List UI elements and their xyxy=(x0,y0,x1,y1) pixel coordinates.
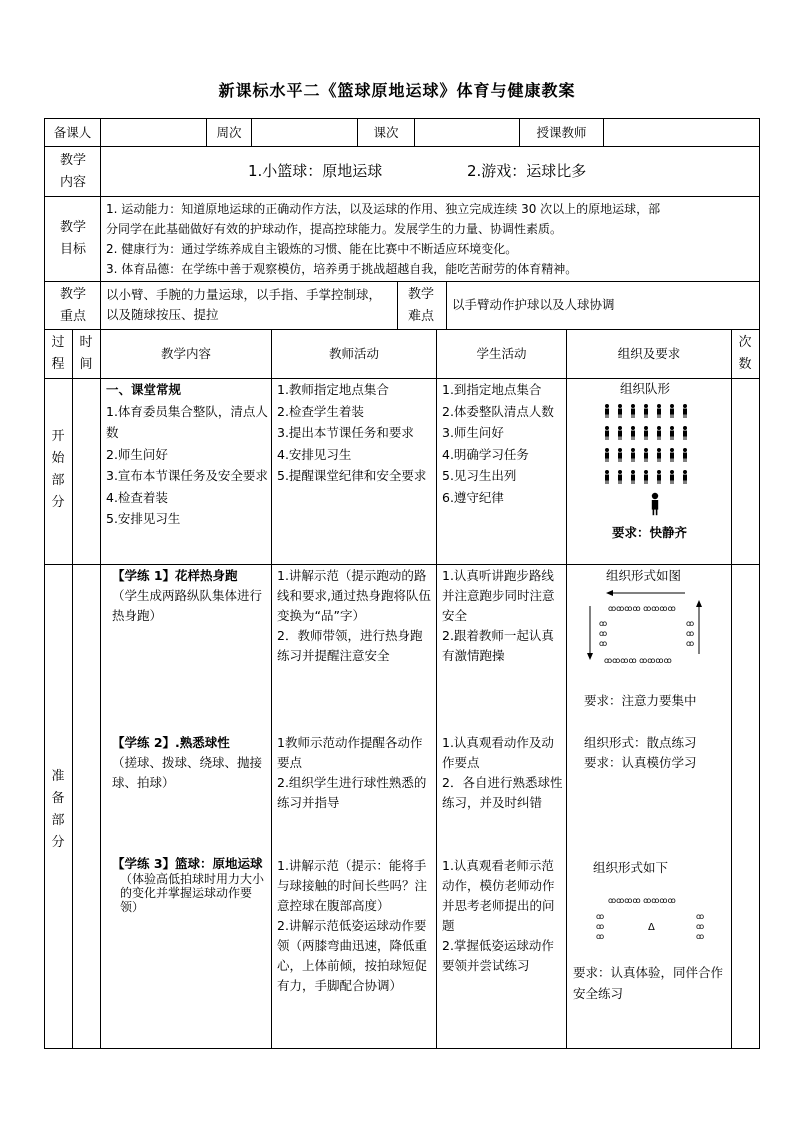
start-org-req: 要求：快静齐 xyxy=(612,525,688,540)
svg-text:ꝏ: ꝏ xyxy=(696,922,705,931)
svg-text:ꝏ: ꝏ xyxy=(599,619,608,628)
col-teacher: 教师活动 xyxy=(328,346,379,361)
teacher-figure-icon xyxy=(652,493,658,515)
ex3-teacher: 1.讲解示范（提示：能将手与球接触的时间长些吗？注意控球在腹部高度） 2.讲解示范低姿运球动作要领（两膝弯曲迅速，降低重心，上体前倾，按拍球短促有力，手脚配合协调） xyxy=(277,858,428,993)
student-figure-icon xyxy=(605,426,609,440)
student-figure-icon xyxy=(657,470,661,484)
run-route-diagram xyxy=(582,586,707,666)
col-content: 教学内容 xyxy=(160,346,211,361)
col-process: 过 程 xyxy=(51,335,65,372)
svg-text:ꝏ: ꝏ xyxy=(596,912,605,921)
key-label: 教学 重点 xyxy=(59,286,86,324)
student-figure-icon xyxy=(670,426,674,440)
teacher-label: 授课教师 xyxy=(536,124,587,140)
start-org-title: 组织队形 xyxy=(620,381,671,396)
student-figure-icon xyxy=(683,470,687,484)
student-figure-icon xyxy=(657,404,661,418)
student-figure-icon xyxy=(670,448,674,462)
student-figure-icon xyxy=(670,404,674,418)
ex1-org-title: 组织形式如图 xyxy=(606,568,682,583)
student-figure-icon xyxy=(605,470,609,484)
student-figure-icon xyxy=(644,470,648,484)
difficulty-label: 教学 难点 xyxy=(407,286,434,324)
student-figure-icon xyxy=(683,426,687,440)
student-figure-icon xyxy=(605,404,609,418)
svg-text:ꝏ: ꝏ xyxy=(599,639,608,648)
student-figure-icon xyxy=(644,426,648,440)
start-content: 一、课堂常规 1.体育委员集合整队，清点人数 2.师生问好 3.宣布本节课任务及安全要求 4.检查着装 5.安排见习生 xyxy=(106,382,268,526)
svg-text:ꝏ: ꝏ xyxy=(596,922,605,931)
student-figure-icon xyxy=(631,470,635,484)
col-time: 时 间 xyxy=(79,335,93,372)
col-org: 组织及要求 xyxy=(617,346,681,361)
student-figure-icon xyxy=(618,404,622,418)
start-student: 1.到指定地点集合 2.体委整队清点人数 3.师生问好 4.明确学习任务 5.见习生出列 6.遵守纪律 xyxy=(442,382,554,505)
ex2-teacher: 1教师示范动作提醒各动作要点 2.组织学生进行球性熟悉的练习并指导 xyxy=(277,735,427,810)
svg-text:ꝏꝏꝏꝏ ꝏꝏꝏꝏ: ꝏꝏꝏꝏ ꝏꝏꝏꝏ xyxy=(604,656,672,665)
ex3-org-req: 要求：认真体验，同伴合作安全练习 xyxy=(573,965,724,1001)
student-figure-icon xyxy=(683,448,687,462)
goals-text: 1. 运动能力：知道原地运球的正确动作方法，以及运球的作用、独立完成连续 30 次以上的原地运球，部 分同学在此基础做好有效的护球动作，提高控球能力。发展学生的力量、协调性素质。 2. 健康行为：通过学练养成自主锻炼的习惯、能在比赛中不断适应环境变化。 3. 体育品德：在学练中善于观察模仿，培养勇于挑战超越自我，能吃苦耐劳的体育精神。 xyxy=(106,202,661,276)
ex2-org-title: 组织形式：散点练习 xyxy=(584,735,697,750)
student-figure-icon xyxy=(618,426,622,440)
prep-section-label: 准 备 部 分 xyxy=(51,769,65,850)
ex3-org-title: 组织形式如下 xyxy=(593,860,669,875)
ex1-content: 【学练 1】花样热身跑 （学生成两路纵队集体进行热身跑） xyxy=(112,568,263,623)
student-figure-icon xyxy=(670,470,674,484)
svg-text:ꝏ: ꝏ xyxy=(686,629,695,638)
goals-label: 教学 目标 xyxy=(59,220,86,257)
student-figure-icon xyxy=(657,448,661,462)
student-figure-icon xyxy=(631,404,635,418)
ex1-org-req: 要求：注意力要集中 xyxy=(584,693,697,708)
difficulty-text: 以手臂动作护球以及人球协调 xyxy=(452,297,615,312)
ex3-student: 1.认真观看老师示范动作，模仿老师动作并思考老师提出的问题 2.掌握低姿运球动作要领并尝试练习 xyxy=(442,858,555,973)
student-figure-icon xyxy=(683,404,687,418)
ex1-student: 1.认真听讲跑步路线并注意跑步同时注意安全 2.跟着教师一起认真有激情跑操 xyxy=(442,568,555,663)
student-figure-icon xyxy=(618,448,622,462)
key-text: 以小臂、手腕的力量运球，以手指、手掌控制球，以及随球按压、提拉 xyxy=(106,287,382,322)
ex2-student: 1.认真观看动作及动作要点 2．各自进行熟悉球性练习，并及时纠错 xyxy=(442,735,563,810)
student-figure-icon xyxy=(657,426,661,440)
week-label: 周次 xyxy=(216,124,242,140)
start-section-label: 开 始 部 分 xyxy=(51,429,65,510)
author-label: 备课人 xyxy=(53,124,92,140)
col-count: 次 数 xyxy=(738,335,752,372)
formation-diagram xyxy=(600,400,710,520)
content-item-1: 1.小篮球：原地运球 xyxy=(248,162,383,180)
ex1-teacher: 1.讲解示范（提示跑动的路线和要求,通过热身跑将队伍变换为“品”字） 2．教师带领，进行热身跑练习并提醒注意安全 xyxy=(277,568,431,663)
student-figure-icon xyxy=(631,448,635,462)
student-figure-icon xyxy=(618,470,622,484)
ex3-content: 【学练 3】篮球：原地运球 （体验高低拍球时用力大小的变化并掌握运球动作要领） xyxy=(112,856,265,914)
svg-text:ꝏꝏꝏꝏ ꝏꝏꝏꝏ: ꝏꝏꝏꝏ ꝏꝏꝏꝏ xyxy=(608,896,676,905)
page-title: 新课标水平二《篮球原地运球》体育与健康教案 xyxy=(218,81,576,100)
student-figure-icon xyxy=(605,448,609,462)
col-student: 学生活动 xyxy=(476,346,527,361)
svg-text:ꝏ: ꝏ xyxy=(596,932,605,941)
start-teacher: 1.教师指定地点集合 2.检查学生着装 3.提出本节课任务和要求 4.安排见习生 5.提醒课堂纪律和安全要求 xyxy=(277,382,427,483)
student-figure-icon xyxy=(644,404,648,418)
svg-text:ꝏ: ꝏ xyxy=(686,639,695,648)
student-figure-icon xyxy=(644,448,648,462)
svg-text:ꝏ: ꝏ xyxy=(599,629,608,638)
ex2-content: 【学练 2】.熟悉球性 （搓球、拨球、绕球、抛接球、拍球） xyxy=(112,735,263,790)
svg-text:ꝏ: ꝏ xyxy=(696,912,705,921)
lesson-label: 课次 xyxy=(373,124,399,140)
student-figure-icon xyxy=(631,426,635,440)
teacher-triangle-icon: Δ xyxy=(648,922,655,933)
ex2-org-req: 要求：认真模仿学习 xyxy=(584,755,697,770)
content-item-2: 2.游戏：运球比多 xyxy=(467,162,587,180)
content-label: 教学 内容 xyxy=(59,152,86,190)
svg-text:ꝏ: ꝏ xyxy=(696,932,705,941)
svg-text:ꝏ: ꝏ xyxy=(686,619,695,628)
svg-text:ꝏꝏꝏꝏ ꝏꝏꝏꝏ: ꝏꝏꝏꝏ ꝏꝏꝏꝏ xyxy=(608,604,676,613)
